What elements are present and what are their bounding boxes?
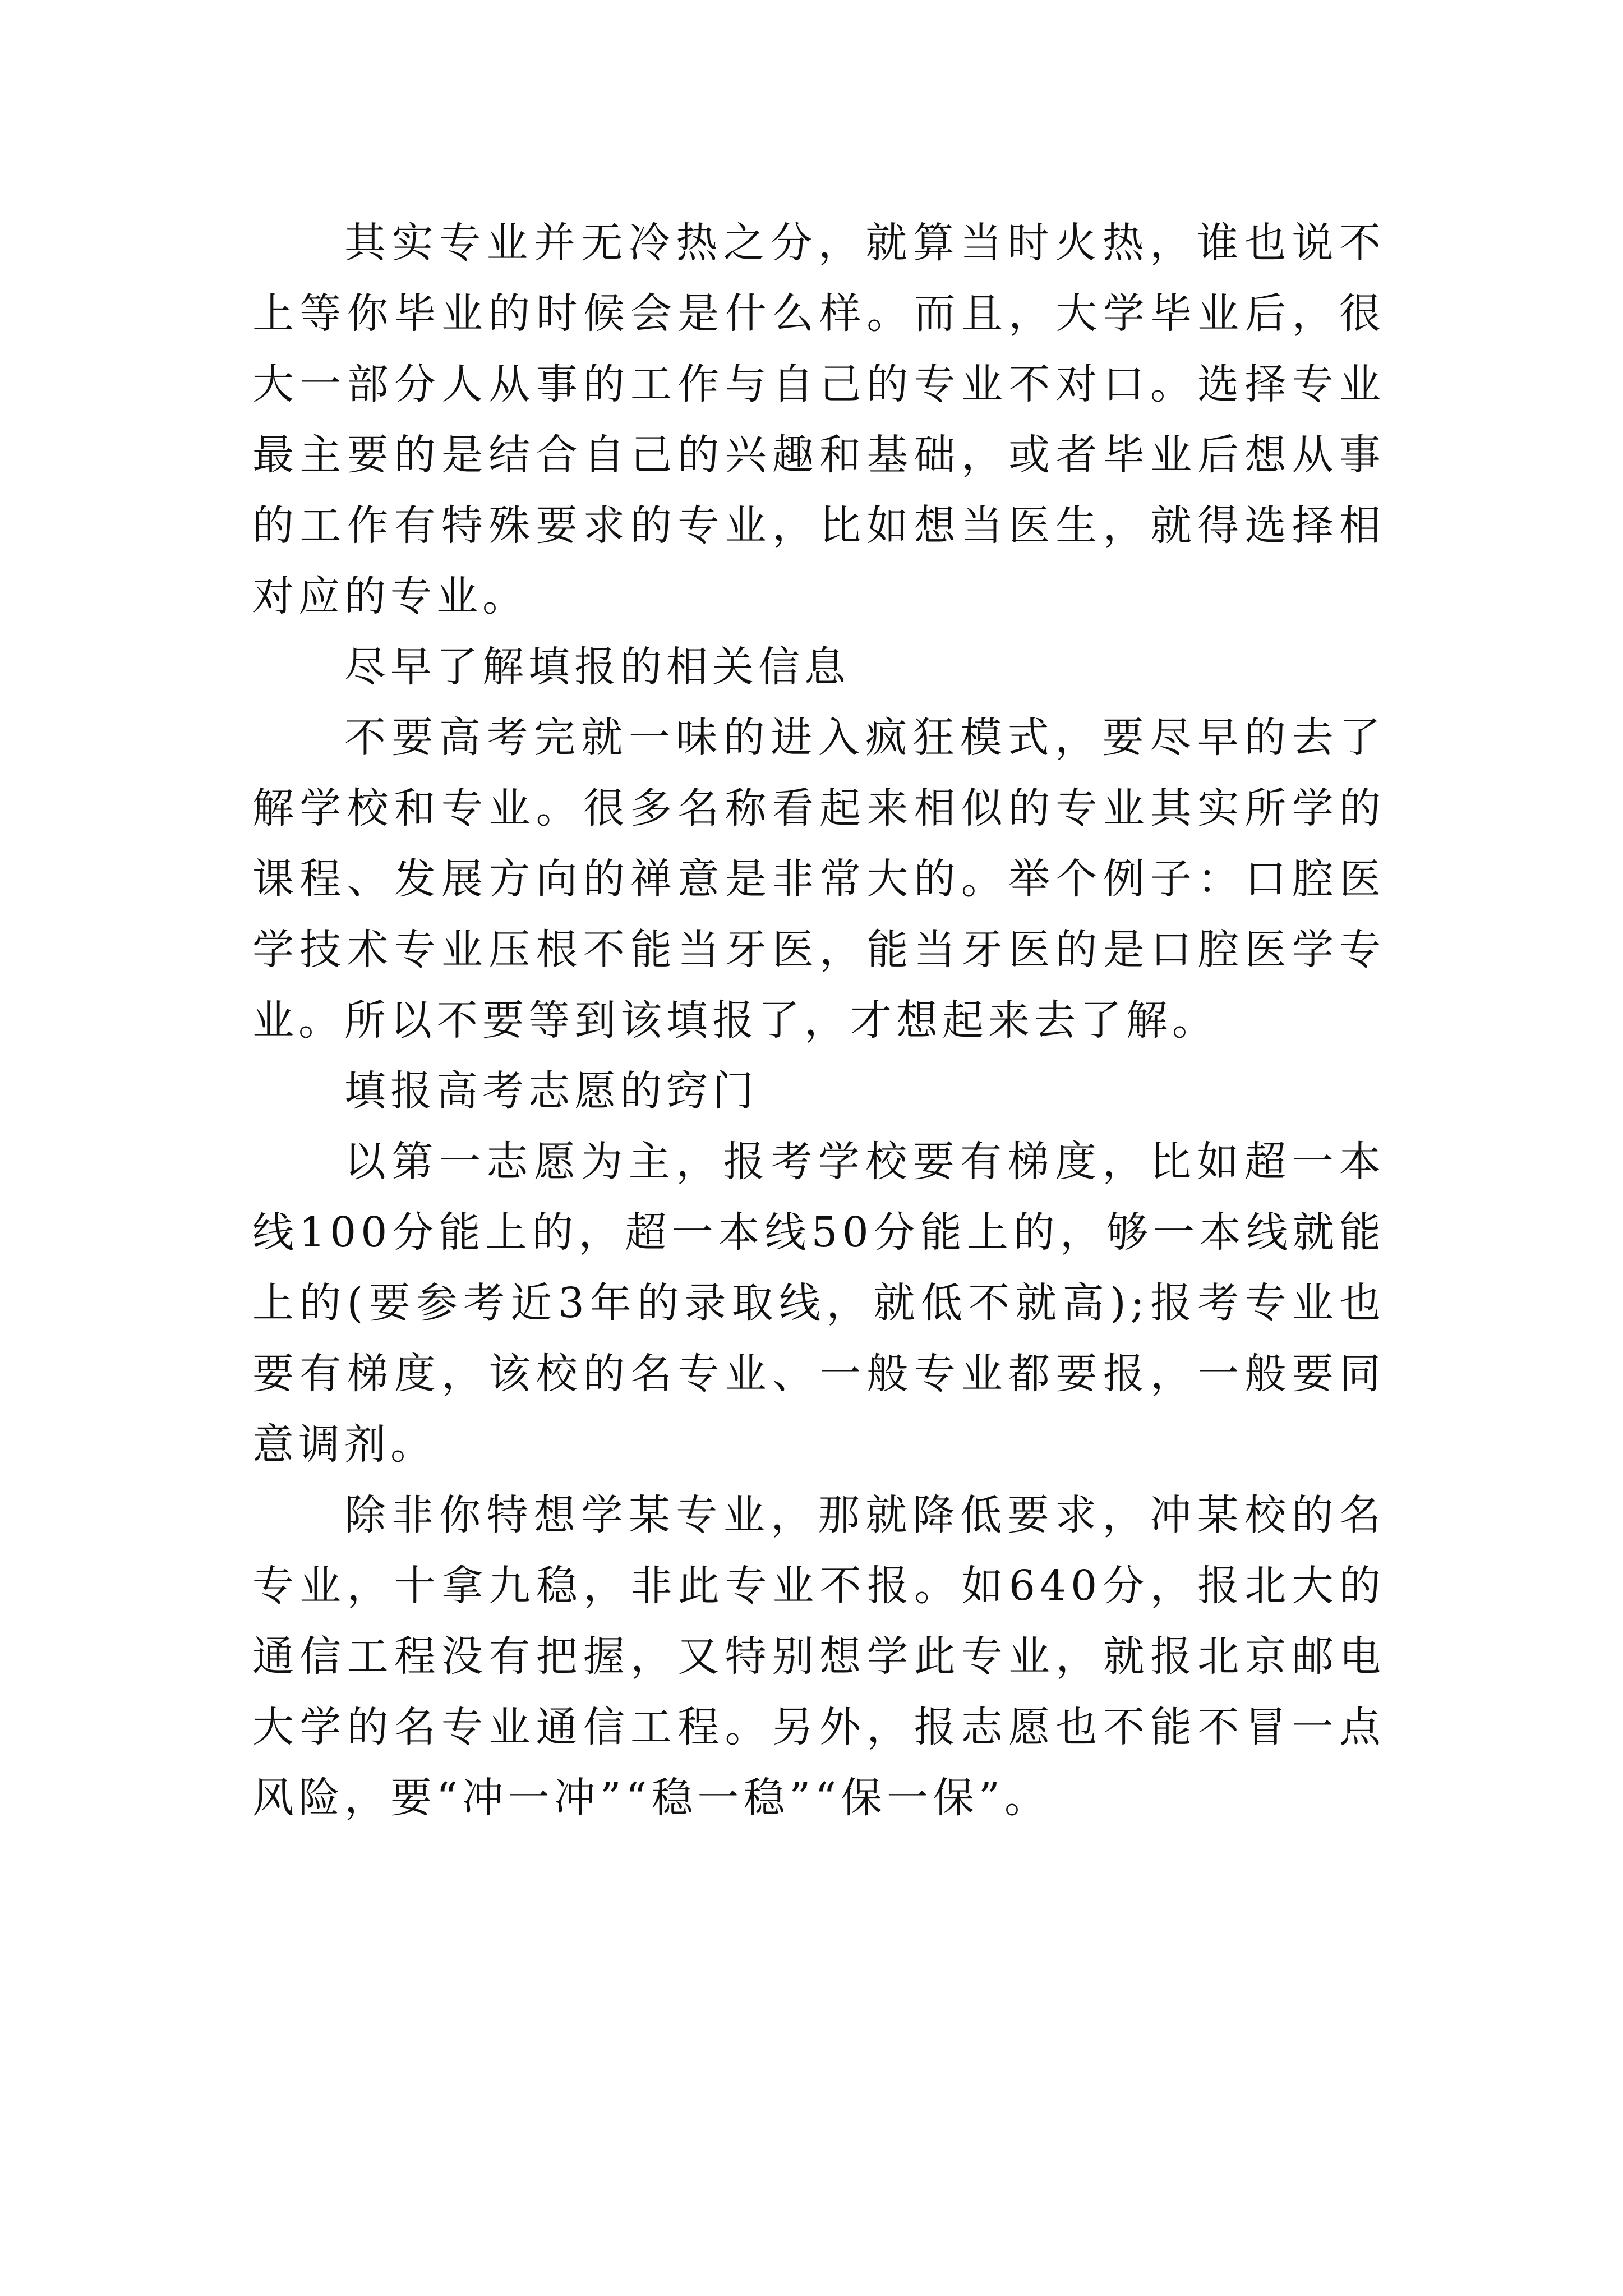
- document-body: [252, 208, 1385, 1833]
- paragraph-early-info: 不要高考完就一味的进入疯狂模式，要尽早的去了解学校和专业。很多名称看起来相似的专业其实所学的课程、发展方向的禅意是非常大的。举个例子：口腔医学技术专业压根不能当牙医，能当牙医的是口腔医学专业。所以不要等到该填报了，才想起来去了解。: [252, 714, 1385, 1045]
- paragraph-first-choice: 以第一志愿为主，报考学校要有梯度，比如超一本线100分能上的，超一本线50分能上的，够一本线就能上的(要参考近3年的录取线，就低不就高);报考专业也要有梯度，该校的名专业、一般专业都要报，一般要同意调剂。: [252, 1138, 1385, 1469]
- section-heading-tips: 填报高考志愿的窍门: [344, 1067, 758, 1115]
- paragraph-risk: 除非你特想学某专业，那就降低要求，冲某校的名专业，十拿九稳，非此专业不报。如640分，报北大的通信工程没有把握，又特别想学此专业，就报北京邮电大学的名专业通信工程。另外，报志愿也不能不冒一点风险，要“冲一冲”“稳一稳”“保一保”。: [252, 1491, 1385, 1822]
- paragraph-major-choice: 其实专业并无冷热之分，就算当时火热，谁也说不上等你毕业的时候会是什么样。而且，大学毕业后，很大一部分人从事的工作与自己的专业不对口。选择专业最主要的是结合自己的兴趣和基础，或者毕业后想从事的工作有特殊要求的专业，比如想当医生，就得选择相对应的专业。: [252, 219, 1385, 620]
- section-heading-early-info: 尽早了解填报的相关信息: [344, 643, 850, 691]
